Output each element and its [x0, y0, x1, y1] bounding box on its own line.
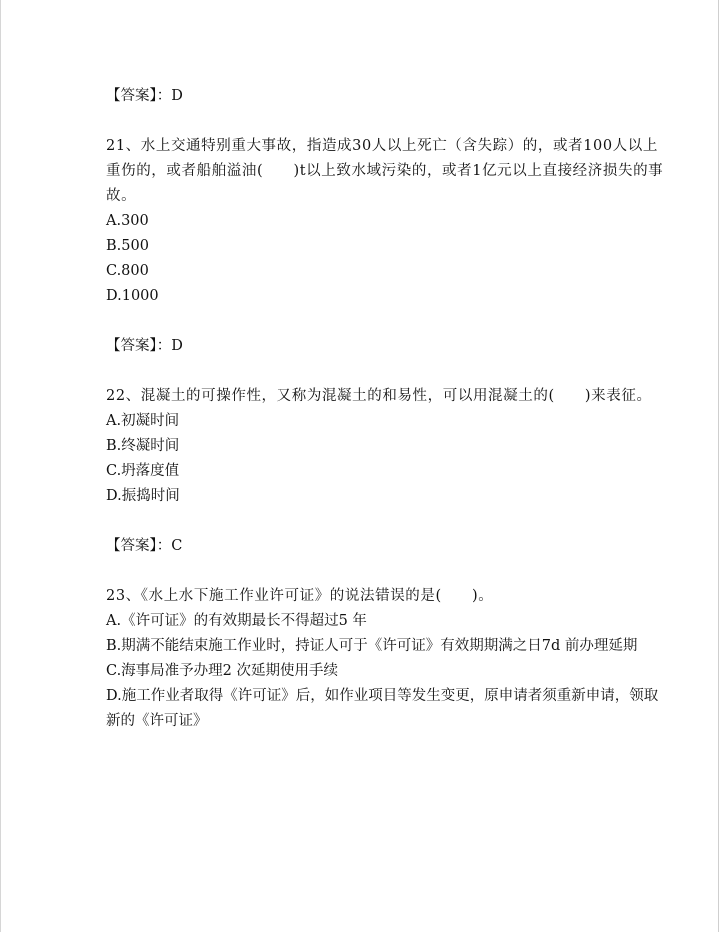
option-c: C.800 — [106, 263, 149, 279]
option-a: A.初凝时间 — [106, 413, 180, 429]
question-stem: 22、混凝土的可操作性，又称为混凝土的和易性，可以用混凝土的( )来表征。 — [106, 388, 652, 404]
answer-line: 【答案】：D — [106, 88, 183, 104]
option-c: C.坍落度值 — [106, 463, 180, 479]
option-d: D.施工作业者取得《许可证》后，如作业项目等发生变更，原申请者须重新申请，领取新的《许可证》 — [106, 688, 659, 729]
option-a: A.300 — [106, 213, 149, 229]
page-right-edge — [718, 0, 719, 932]
question-21 — [106, 134, 666, 359]
answer-line: 【答案】：C — [106, 538, 183, 554]
option-c: C.海事局准予办理2 次延期使用手续 — [106, 663, 339, 679]
page-left-edge — [0, 0, 1, 932]
option-b: B.500 — [106, 238, 149, 254]
option-d: D.振捣时间 — [106, 488, 180, 504]
question-22 — [106, 384, 666, 559]
option-b: B.期满不能结束施工作业时，持证人可于《许可证》有效期期满之日7d 前办理延期 — [106, 638, 638, 654]
question-stem: 21、水上交通特别重大事故，指造成30人以上死亡（含失踪）的，或者100人以上重伤的，或者船舶溢油( )t以上致水域污染的，或者1亿元以上直接经济损失的事故。 — [106, 138, 664, 204]
answer-line: 【答案】：D — [106, 338, 183, 354]
option-a: A.《许可证》的有效期最长不得超过5 年 — [106, 613, 367, 629]
option-d: D.1000 — [106, 288, 159, 304]
question-23 — [106, 584, 666, 734]
question-stem: 23、《水上水下施工作业许可证》的说法错误的是( )。 — [106, 588, 494, 604]
option-b: B.终凝时间 — [106, 438, 180, 454]
document-content — [106, 84, 666, 734]
